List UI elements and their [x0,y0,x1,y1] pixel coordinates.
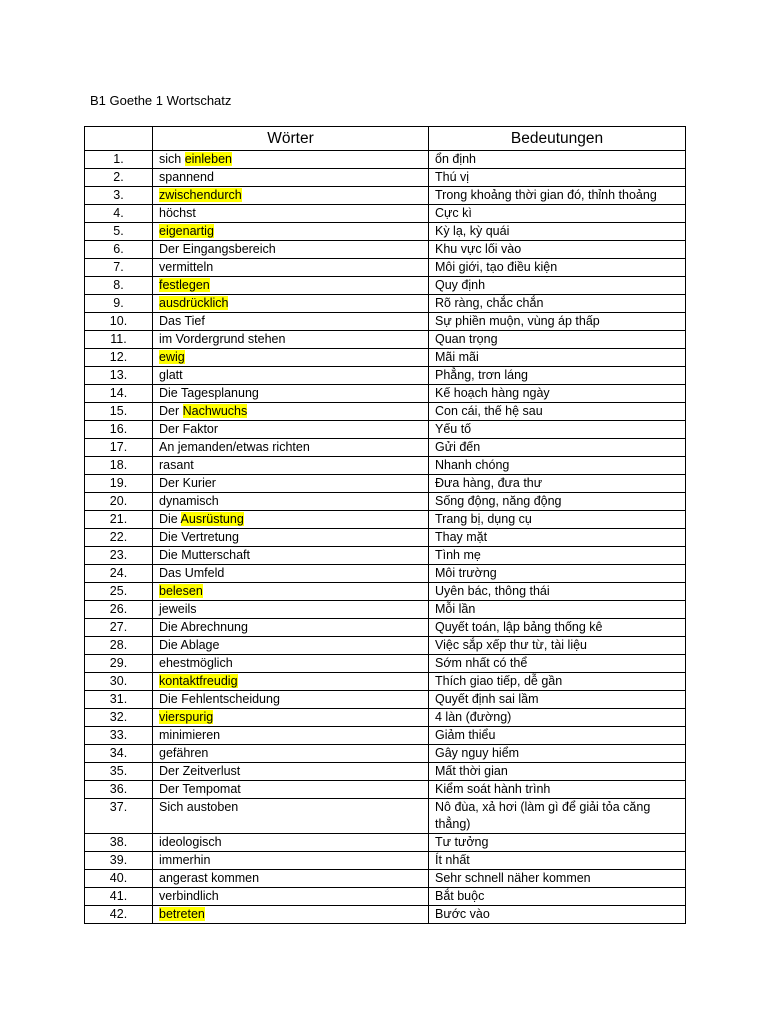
table-row [85,277,686,295]
word-text: Die [159,512,181,526]
meaning-cell: Kỳ lạ, kỳ quái [429,223,686,241]
row-number: 39. [85,852,153,870]
highlighted-word: ausdrücklich [159,296,229,310]
table-row [85,799,686,834]
meaning-cell: Khu vực lối vào [429,241,686,259]
table-row [85,511,686,529]
table-row [85,529,686,547]
meaning-cell: Đưa hàng, đưa thư [429,475,686,493]
table-row [85,673,686,691]
word-text: glatt [159,368,183,382]
table-row [85,547,686,565]
word-cell [153,906,429,924]
table-row [85,655,686,673]
word-cell [153,655,429,673]
word-cell [153,727,429,745]
row-number: 27. [85,619,153,637]
row-number: 35. [85,763,153,781]
row-number: 20. [85,493,153,511]
word-cell [153,313,429,331]
header-words: Wörter [153,127,429,151]
word-text: Die Mutterschaft [159,548,251,562]
word-cell [153,547,429,565]
meaning-cell: Bước vào [429,906,686,924]
word-cell [153,439,429,457]
meaning-cell: Thú vị [429,169,686,187]
table-row [85,709,686,727]
meaning-cell: Môi trường [429,565,686,583]
word-cell [153,511,429,529]
word-cell [153,763,429,781]
highlighted-word: einleben [184,152,232,166]
word-cell [153,834,429,852]
page-title: B1 Goethe 1 Wortschatz [90,93,232,108]
row-number: 36. [85,781,153,799]
table-body [85,151,686,924]
table-row [85,565,686,583]
word-text: Das Tief [159,314,205,328]
word-cell [153,709,429,727]
header-number [85,127,153,151]
word-cell [153,205,429,223]
word-cell [153,367,429,385]
word-cell [153,259,429,277]
word-text: Der Faktor [159,422,219,436]
word-text: im Vordergrund stehen [159,332,286,346]
word-text: jeweils [159,602,197,616]
meaning-cell: Gửi đến [429,439,686,457]
table-row [85,223,686,241]
meaning-cell: Nhanh chóng [429,457,686,475]
row-number: 5. [85,223,153,241]
word-text: Der [159,404,183,418]
table-row [85,781,686,799]
row-number: 40. [85,870,153,888]
table-row [85,691,686,709]
word-cell [153,385,429,403]
table-row [85,385,686,403]
meaning-cell: Sống động, năng động [429,493,686,511]
highlighted-word: Ausrüstung [180,512,244,526]
word-text: gefähren [159,746,209,760]
meaning-cell: Rõ ràng, chắc chắn [429,295,686,313]
word-text: Der Kurier [159,476,216,490]
word-text: Sich austoben [159,800,239,814]
word-text: Die Fehlentscheidung [159,692,280,706]
row-number: 29. [85,655,153,673]
row-number: 42. [85,906,153,924]
table-row [85,852,686,870]
row-number: 38. [85,834,153,852]
row-number: 23. [85,547,153,565]
table-row [85,295,686,313]
table-row [85,313,686,331]
row-number: 31. [85,691,153,709]
word-text: Das Umfeld [159,566,225,580]
meaning-cell: Quy định [429,277,686,295]
meaning-cell: Kế hoạch hàng ngày [429,385,686,403]
word-text: dynamisch [159,494,219,508]
table-row [85,619,686,637]
word-text: immerhin [159,853,211,867]
meaning-cell: Kiểm soát hành trình [429,781,686,799]
table-row [85,888,686,906]
word-cell [153,870,429,888]
word-cell [153,673,429,691]
meaning-cell: Tư tưởng [429,834,686,852]
word-text: spannend [159,170,214,184]
row-number: 1. [85,151,153,169]
meaning-cell: ổn định [429,151,686,169]
meaning-cell: Thay mặt [429,529,686,547]
meaning-cell: Việc sắp xếp thư từ, tài liệu [429,637,686,655]
word-text: Die Abrechnung [159,620,248,634]
table-row [85,205,686,223]
table-row [85,745,686,763]
word-text: Die Tagesplanung [159,386,259,400]
word-text: höchst [159,206,196,220]
meaning-cell: Trong khoảng thời gian đó, thỉnh thoảng [429,187,686,205]
word-cell [153,277,429,295]
meaning-cell: Giảm thiểu [429,727,686,745]
word-text: ideologisch [159,835,222,849]
word-cell [153,403,429,421]
word-text: verbindlich [159,889,219,903]
word-text: An jemanden/etwas richten [159,440,310,454]
word-text: Der Zeitverlust [159,764,241,778]
meaning-cell: Quyết định sai lầm [429,691,686,709]
meaning-cell: Sớm nhất có thể [429,655,686,673]
row-number: 19. [85,475,153,493]
meaning-cell: Quyết toán, lập bảng thống kê [429,619,686,637]
row-number: 33. [85,727,153,745]
word-text: angerast kommen [159,871,260,885]
word-cell [153,745,429,763]
row-number: 12. [85,349,153,367]
row-number: 25. [85,583,153,601]
row-number: 10. [85,313,153,331]
highlighted-word: vierspurig [159,710,214,724]
word-cell [153,421,429,439]
row-number: 22. [85,529,153,547]
table-row [85,169,686,187]
meaning-cell: Nô đùa, xả hơi (làm gì để giải tỏa căng thẳng) [429,799,686,834]
row-number: 16. [85,421,153,439]
table-row [85,367,686,385]
row-number: 28. [85,637,153,655]
highlighted-word: festlegen [159,278,210,292]
table-row [85,421,686,439]
table-row [85,403,686,421]
word-cell [153,295,429,313]
table-row [85,493,686,511]
row-number: 2. [85,169,153,187]
word-cell [153,565,429,583]
row-number: 6. [85,241,153,259]
table-row [85,457,686,475]
highlighted-word: ewig [159,350,185,364]
word-cell [153,493,429,511]
row-number: 15. [85,403,153,421]
row-number: 37. [85,799,153,834]
row-number: 26. [85,601,153,619]
word-cell [153,888,429,906]
table-row [85,601,686,619]
word-cell [153,619,429,637]
meaning-cell: Mãi mãi [429,349,686,367]
header-meanings: Bedeutungen [429,127,686,151]
word-text: minimieren [159,728,221,742]
word-text: Der Eingangsbereich [159,242,276,256]
meaning-cell: Mỗi lần [429,601,686,619]
row-number: 8. [85,277,153,295]
meaning-cell: 4 làn (đường) [429,709,686,727]
row-number: 30. [85,673,153,691]
word-text: sich [159,152,185,166]
highlighted-word: kontaktfreudig [159,674,238,688]
vocabulary-table [84,126,686,924]
word-cell [153,583,429,601]
table-row [85,763,686,781]
word-cell [153,223,429,241]
word-cell [153,169,429,187]
word-cell [153,781,429,799]
table-header-row [85,127,686,151]
highlighted-word: zwischendurch [159,188,242,202]
meaning-cell: Sự phiền muộn, vùng áp thấp [429,313,686,331]
word-cell [153,151,429,169]
word-cell [153,637,429,655]
meaning-cell: Quan trọng [429,331,686,349]
row-number: 13. [85,367,153,385]
word-cell [153,529,429,547]
row-number: 14. [85,385,153,403]
table-row [85,187,686,205]
word-cell [153,852,429,870]
word-cell [153,187,429,205]
table-row [85,727,686,745]
row-number: 34. [85,745,153,763]
meaning-cell: Thích giao tiếp, dễ gần [429,673,686,691]
table-row [85,349,686,367]
row-number: 7. [85,259,153,277]
highlighted-word: betreten [159,907,205,921]
meaning-cell: Phẳng, trơn láng [429,367,686,385]
row-number: 11. [85,331,153,349]
row-number: 4. [85,205,153,223]
meaning-cell: Mất thời gian [429,763,686,781]
word-text: ehestmöglich [159,656,233,670]
meaning-cell: Bắt buộc [429,888,686,906]
row-number: 18. [85,457,153,475]
meaning-cell: Môi giới, tạo điều kiện [429,259,686,277]
word-text: Die Vertretung [159,530,239,544]
meaning-cell: Uyên bác, thông thái [429,583,686,601]
table-row [85,475,686,493]
table-row [85,439,686,457]
table-row [85,259,686,277]
table-row [85,870,686,888]
highlighted-word: Nachwuchs [182,404,248,418]
meaning-cell: Ít nhất [429,852,686,870]
table-row [85,583,686,601]
row-number: 3. [85,187,153,205]
row-number: 41. [85,888,153,906]
meaning-cell: Sehr schnell näher kommen [429,870,686,888]
word-cell [153,691,429,709]
word-text: rasant [159,458,194,472]
meaning-cell: Yếu tố [429,421,686,439]
word-cell [153,349,429,367]
meaning-cell: Con cái, thế hệ sau [429,403,686,421]
highlighted-word: eigenartig [159,224,214,238]
word-cell [153,601,429,619]
row-number: 24. [85,565,153,583]
table-row [85,906,686,924]
row-number: 21. [85,511,153,529]
word-cell [153,241,429,259]
meaning-cell: Cực kì [429,205,686,223]
table-row [85,331,686,349]
highlighted-word: belesen [159,584,203,598]
row-number: 9. [85,295,153,313]
meaning-cell: Tình mẹ [429,547,686,565]
table-row [85,241,686,259]
table-row [85,151,686,169]
word-cell [153,799,429,834]
word-text: Der Tempomat [159,782,241,796]
word-text: Die Ablage [159,638,220,652]
word-cell [153,457,429,475]
word-cell [153,475,429,493]
row-number: 17. [85,439,153,457]
table-row [85,637,686,655]
word-text: vermitteln [159,260,214,274]
meaning-cell: Gây nguy hiểm [429,745,686,763]
row-number: 32. [85,709,153,727]
meaning-cell: Trang bị, dụng cụ [429,511,686,529]
table-row [85,834,686,852]
word-cell [153,331,429,349]
